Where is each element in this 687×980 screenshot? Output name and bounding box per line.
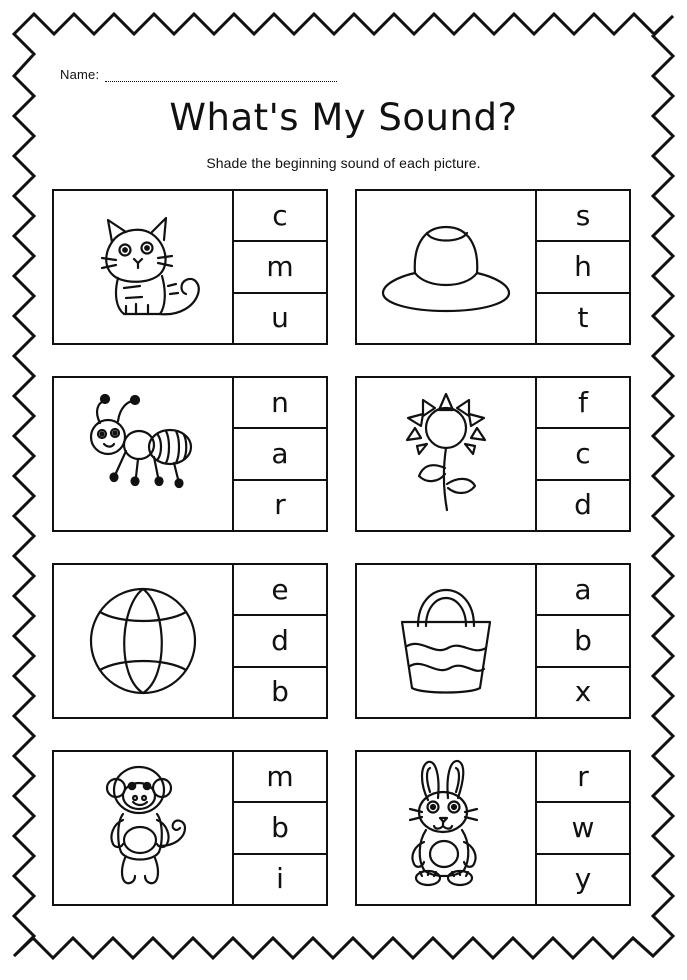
choice-option[interactable]: a — [234, 429, 326, 480]
ant-icon — [66, 389, 221, 519]
ball-icon — [76, 576, 211, 706]
choice-option[interactable]: a — [537, 565, 629, 616]
choice-list — [537, 189, 631, 345]
bag-icon — [374, 576, 519, 706]
choice-option[interactable]: d — [574, 488, 592, 522]
choice-option[interactable]: c — [234, 191, 326, 242]
picture-box-hat — [355, 189, 537, 345]
picture-box-ant — [52, 376, 234, 532]
picture-box-ball — [52, 563, 234, 719]
exercise-item — [52, 563, 328, 719]
choice-list — [234, 750, 328, 906]
choice-option[interactable]: f — [537, 378, 629, 429]
flower-icon — [381, 384, 511, 524]
exercise-item — [355, 750, 631, 906]
choice-option[interactable]: r — [274, 488, 286, 522]
choice-list — [234, 563, 328, 719]
choice-option[interactable]: i — [276, 862, 284, 896]
picture-box-monkey — [52, 750, 234, 906]
choice-option[interactable]: m — [234, 752, 326, 803]
picture-box-rabbit — [355, 750, 537, 906]
choice-option[interactable]: t — [577, 301, 589, 335]
exercise-item — [355, 376, 631, 532]
exercise-item — [355, 563, 631, 719]
choice-option[interactable]: h — [537, 242, 629, 293]
choice-option[interactable]: e — [234, 565, 326, 616]
choice-option[interactable]: w — [537, 803, 629, 854]
monkey-icon — [73, 758, 213, 898]
picture-box-bag — [355, 563, 537, 719]
name-input-line[interactable] — [105, 68, 337, 82]
choice-option[interactable]: s — [537, 191, 629, 242]
rabbit-icon — [376, 756, 516, 901]
cat-icon — [68, 202, 218, 332]
choice-option[interactable]: u — [271, 301, 289, 335]
exercise-item — [355, 189, 631, 345]
choice-list — [537, 563, 631, 719]
choice-option[interactable]: r — [537, 752, 629, 803]
picture-box-flower — [355, 376, 537, 532]
choice-option[interactable]: y — [574, 862, 592, 896]
choice-option[interactable]: m — [234, 242, 326, 293]
choice-option[interactable]: n — [234, 378, 326, 429]
exercise-item — [52, 750, 328, 906]
exercise-item — [52, 376, 328, 532]
choice-option[interactable]: b — [271, 675, 289, 709]
hat-icon — [369, 207, 524, 327]
exercise-grid — [52, 189, 635, 920]
page-title: What's My Sound? — [169, 96, 518, 139]
exercise-item — [52, 189, 328, 345]
worksheet-content — [52, 52, 635, 928]
choice-list — [234, 376, 328, 532]
choice-option[interactable]: x — [574, 675, 592, 709]
name-field-row — [60, 62, 635, 82]
picture-box-cat — [52, 189, 234, 345]
instructions-text: Shade the beginning sound of each picture. — [206, 155, 481, 171]
name-label: Name: — [60, 67, 100, 82]
choice-option[interactable]: d — [234, 616, 326, 667]
choice-option[interactable]: b — [537, 616, 629, 667]
choice-list — [234, 189, 328, 345]
choice-list — [537, 750, 631, 906]
choice-option[interactable]: b — [234, 803, 326, 854]
choice-list — [537, 376, 631, 532]
choice-option[interactable]: c — [537, 429, 629, 480]
